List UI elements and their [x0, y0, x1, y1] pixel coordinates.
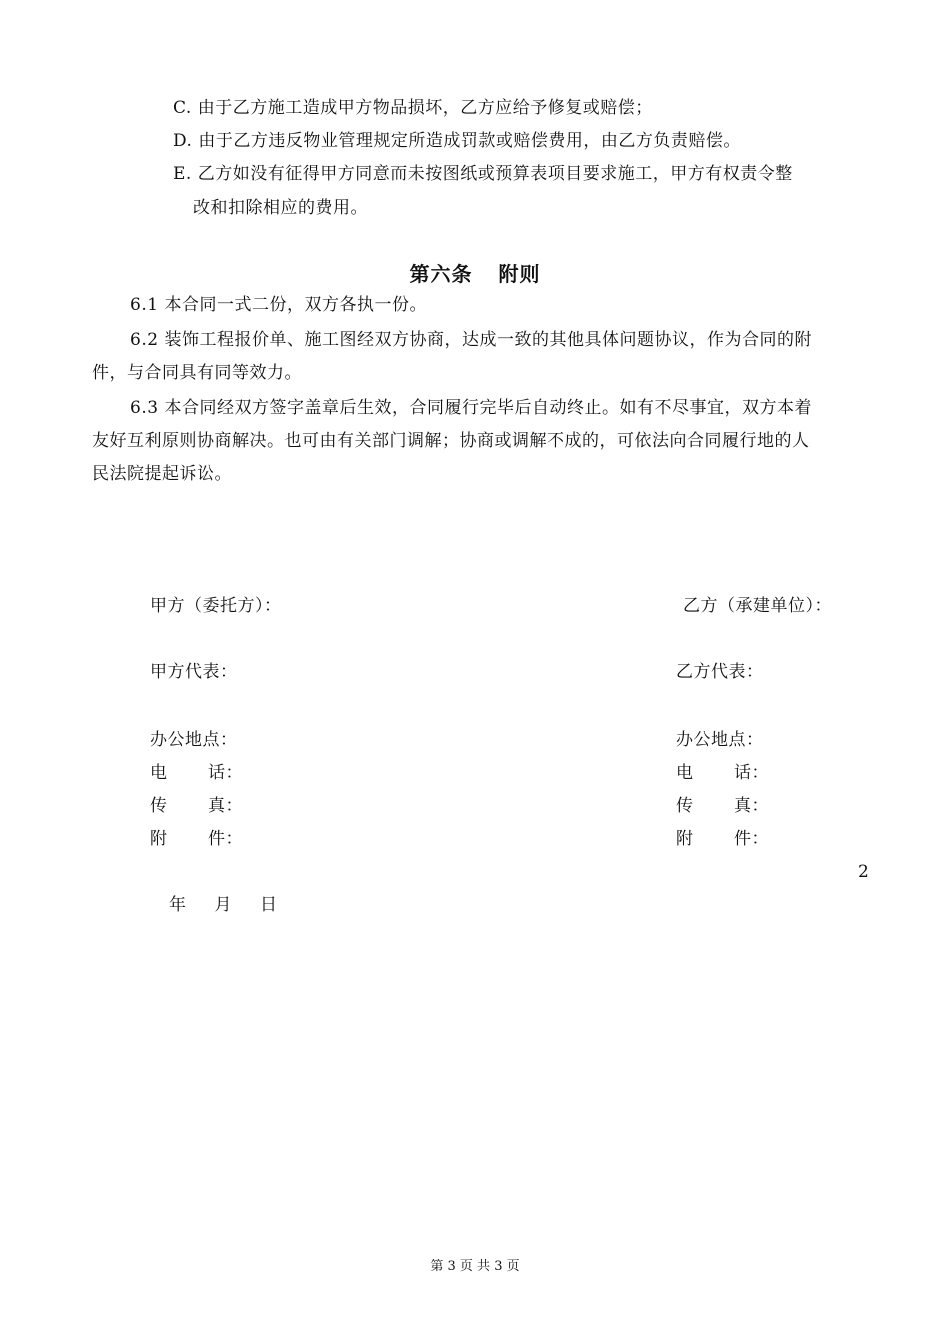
section-heading: [0, 261, 950, 287]
clause-c: C. 由于乙方施工造成甲方物品损坏，乙方应给予修复或赔偿；: [173, 98, 653, 118]
party-a-fax-label: [150, 795, 243, 817]
party-a-office-label: 办公地点：: [150, 730, 238, 750]
phone-char-2: 话：: [734, 763, 769, 783]
paragraph-6-2-line2: 件，与合同具有同等效力。: [92, 363, 302, 383]
party-b-attachment-label: [676, 828, 769, 850]
paragraph-6-3-line3: 民法院提起诉讼。: [92, 464, 232, 484]
clause-e-line2: 改和扣除相应的费用。: [193, 198, 368, 218]
phone-char-2: 话：: [208, 763, 243, 783]
fax-char-2: 真：: [734, 796, 769, 816]
paragraph-6-3-line2: 友好互利原则协商解决。也可由有关部门调解；协商或调解不成的，可依法向合同履行地的人: [92, 431, 810, 451]
party-b-fax-label: [676, 795, 769, 817]
fax-char-1: 传: [676, 796, 694, 816]
clause-d: D. 由于乙方违反物业管理规定所造成罚款或赔偿费用，由乙方负责赔偿。: [173, 131, 741, 151]
fax-char-1: 传: [150, 796, 168, 816]
date-day: 日: [260, 895, 278, 915]
paragraph-6-2-line1: 6.2 装饰工程报价单、施工图经双方协商，达成一致的其他具体问题协议，作为合同的附: [130, 330, 812, 350]
party-b-label: 乙方（承建单位）：: [683, 596, 832, 616]
date-month: 月: [214, 895, 232, 915]
paragraph-6-1: 6.1 本合同一式二份，双方各执一份。: [130, 295, 427, 315]
fax-char-2: 真：: [208, 796, 243, 816]
party-a-rep-label: 甲方代表：: [150, 662, 238, 682]
date-line: [169, 894, 278, 916]
party-a-phone-label: [150, 762, 243, 784]
paragraph-6-3-line1: 6.3 本合同经双方签字盖章后生效，合同履行完毕后自动终止。如有不尽事宜，双方本着: [130, 398, 812, 418]
attach-char-1: 附: [676, 829, 694, 849]
attach-char-1: 附: [150, 829, 168, 849]
party-a-attachment-label: [150, 828, 243, 850]
phone-char-1: 电: [676, 763, 694, 783]
inline-page-number: 2: [858, 862, 869, 882]
section-number: 第六条: [409, 262, 473, 286]
party-b-office-label: 办公地点：: [676, 730, 764, 750]
party-a-label: 甲方（委托方）：: [150, 596, 282, 616]
section-title: 附则: [498, 262, 541, 286]
phone-char-1: 电: [150, 763, 168, 783]
party-b-phone-label: [676, 762, 769, 784]
page-footer: 第 3 页 共 3 页: [430, 1259, 520, 1274]
attach-char-2: 件：: [208, 829, 243, 849]
clause-e-line1: E. 乙方如没有征得甲方同意而未按图纸或预算表项目要求施工，甲方有权责令整: [173, 164, 793, 184]
attach-char-2: 件：: [734, 829, 769, 849]
date-year: 年: [169, 895, 187, 915]
party-b-rep-label: 乙方代表：: [676, 662, 764, 682]
